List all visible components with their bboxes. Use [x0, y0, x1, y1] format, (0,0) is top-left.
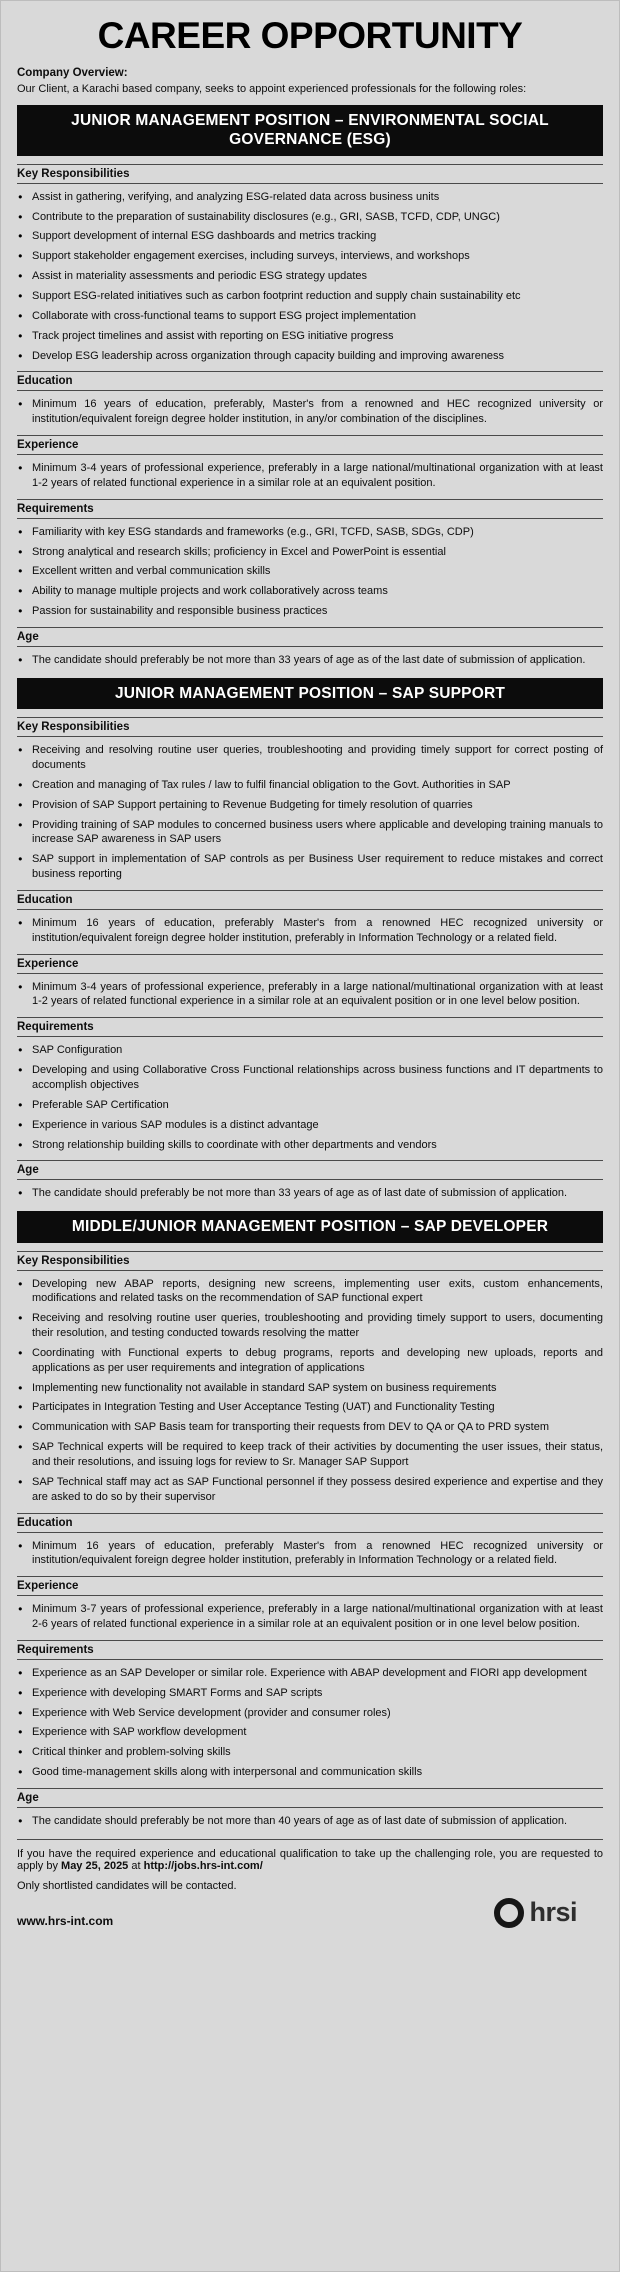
- bullet-item: ● Critical thinker and problem-solving skills: [17, 1745, 603, 1760]
- bullet-item: ● Preferable SAP Certification: [17, 1098, 603, 1113]
- bullet-item: ● Strong relationship building skills to coordinate with other departments and vendors: [17, 1138, 603, 1153]
- bullet-list: [17, 1043, 603, 1152]
- bullet-item: ● Providing training of SAP modules to concerned business users where applicable and developing training manuals to increase SAP awareness in SAP users: [17, 818, 603, 848]
- position-title-banner: JUNIOR MANAGEMENT POSITION – SAP SUPPORT: [17, 678, 603, 709]
- position-title-banner: MIDDLE/JUNIOR MANAGEMENT POSITION – SAP DEVELOPER: [17, 1211, 603, 1242]
- bullet-item: ● Coordinating with Functional experts to debug programs, reports and developing new uploads, reports and applications as per user requirements and integration of applications: [17, 1346, 603, 1376]
- bullet-item: ● The candidate should preferably be not more than 40 years of age as of last date of submission of application.: [17, 1814, 603, 1829]
- positions-container: [17, 105, 603, 1829]
- bullet-item: ● Excellent written and verbal communication skills: [17, 564, 603, 579]
- section-heading: Key Responsibilities: [17, 1251, 603, 1271]
- bullet-item: ● Participates in Integration Testing and User Acceptance Testing (UAT) and Functionality Testing: [17, 1400, 603, 1415]
- section-heading: Education: [17, 1513, 603, 1533]
- bullet-list: [17, 397, 603, 427]
- bullet-item: ● Receiving and resolving routine user queries, troubleshooting and providing timely support for correct posting of documents: [17, 743, 603, 773]
- bullet-item: ● Strong analytical and research skills; proficiency in Excel and PowerPoint is essential: [17, 545, 603, 560]
- bullet-item: ● Support ESG-related initiatives such as carbon footprint reduction and supply chain sustainability etc: [17, 289, 603, 304]
- bullet-item: ● Contribute to the preparation of sustainability disclosures (e.g., GRI, SASB, TCFD, CDP, UNGC): [17, 210, 603, 225]
- bullet-item: ● SAP Configuration: [17, 1043, 603, 1058]
- position-block: [17, 105, 603, 668]
- section-heading: Education: [17, 371, 603, 391]
- bullet-item: ● Minimum 16 years of education, preferably Master's from a renowned HEC recognized university or institution/equivalent foreign degree holder institution, preferably in Information Technology or a related field.: [17, 1539, 603, 1569]
- hrsi-logo-text: hrsi: [529, 1897, 577, 1928]
- bullet-item: ● Support stakeholder engagement exercises, including surveys, interviews, and workshops: [17, 249, 603, 264]
- bullet-item: ● Minimum 3-4 years of professional experience, preferably in a large national/multinational organization with at least 1-2 years of related functional experience in a similar role at an equivalent position.: [17, 461, 603, 491]
- bullet-item: ● Minimum 3-4 years of professional experience, preferably in a large national/multinational organization with at least 1-2 years of related functional experience in a similar role at an equivalent position or in one level below position.: [17, 980, 603, 1010]
- bullet-item: ● Develop ESG leadership across organization through capacity building and improving awareness: [17, 349, 603, 364]
- section-heading: Requirements: [17, 1017, 603, 1037]
- bullet-item: ● Provision of SAP Support pertaining to Revenue Budgeting for timely resolution of quarries: [17, 798, 603, 813]
- bullet-item: ● Experience in various SAP modules is a distinct advantage: [17, 1118, 603, 1133]
- bullet-item: ● Minimum 3-7 years of professional experience, preferably in a large national/multinational organization with at least 2-6 years of related functional experience in a similar role at an equivalent position or in one level below position.: [17, 1602, 603, 1632]
- company-overview-text: Our Client, a Karachi based company, seeks to appoint experienced professionals for the following roles:: [17, 83, 527, 95]
- bullet-list: [17, 980, 603, 1010]
- bullet-item: ● Experience as an SAP Developer or similar role. Experience with ABAP development and FIORI app development: [17, 1666, 603, 1681]
- section-heading: Age: [17, 627, 603, 647]
- bullet-item: ● Good time-management skills along with interpersonal and communication skills: [17, 1765, 603, 1780]
- website-url[interactable]: www.hrs-int.com: [17, 1913, 114, 1928]
- bullet-item: ● Collaborate with cross-functional teams to support ESG project implementation: [17, 309, 603, 324]
- position-title-banner: JUNIOR MANAGEMENT POSITION – ENVIRONMENTAL SOCIAL GOVERNANCE (ESG): [17, 105, 603, 156]
- bullet-list: [17, 743, 603, 882]
- bullet-list: [17, 1277, 603, 1505]
- bullet-list: [17, 190, 603, 364]
- bullet-item: ● Receiving and resolving routine user queries, troubleshooting and providing timely support to users, documenting their resolution, and testing conducted towards resolving the matter: [17, 1311, 603, 1341]
- bullet-list: [17, 461, 603, 491]
- section-heading: Education: [17, 890, 603, 910]
- bullet-item: ● Developing and using Collaborative Cross Functional relationships across business functions and IT departments to accomplish objectives: [17, 1063, 603, 1093]
- bullet-item: ● Experience with SAP workflow development: [17, 1725, 603, 1740]
- bullet-list: [17, 1539, 603, 1569]
- bullet-item: ● Ability to manage multiple projects and work collaboratively across teams: [17, 584, 603, 599]
- shortlist-note: Only shortlisted candidates will be contacted.: [17, 1879, 237, 1892]
- bullet-item: ● Experience with developing SMART Forms and SAP scripts: [17, 1686, 603, 1701]
- bullet-item: ● Implementing new functionality not available in standard SAP system on business requirements: [17, 1381, 603, 1396]
- section-heading: Experience: [17, 435, 603, 455]
- section-heading: Key Responsibilities: [17, 717, 603, 737]
- bullet-list: [17, 1602, 603, 1632]
- apply-text-mid: at: [128, 1859, 144, 1872]
- bullet-item: ● Passion for sustainability and responsible business practices: [17, 604, 603, 619]
- section-heading: Requirements: [17, 499, 603, 519]
- apply-deadline: May 25, 2025: [61, 1859, 129, 1872]
- position-block: [17, 1211, 603, 1829]
- bullet-list: [17, 525, 603, 619]
- bullet-list: [17, 653, 603, 668]
- section-heading: Age: [17, 1788, 603, 1808]
- bullet-list: [17, 1186, 603, 1201]
- bullet-list: [17, 916, 603, 946]
- hrsi-logo-ring-icon: [494, 1898, 524, 1928]
- bullet-item: ● Minimum 16 years of education, preferably, Master's from a renowned and HEC recognized university or institution/equivalent foreign degree holder institution, in any/or combination of the disciplines.: [17, 397, 603, 427]
- section-heading: Experience: [17, 954, 603, 974]
- section-heading: Key Responsibilities: [17, 164, 603, 184]
- bullet-item: ● Track project timelines and assist with reporting on ESG initiative progress: [17, 329, 603, 344]
- bullet-item: ● Minimum 16 years of education, preferably Master's from a renowned HEC recognized university or institution/equivalent foreign degree holder institution, preferably in Information Technology or a related field.: [17, 916, 603, 946]
- section-heading: Experience: [17, 1576, 603, 1596]
- bullet-item: ● The candidate should preferably be not more than 33 years of age as of last date of submission of application.: [17, 1186, 603, 1201]
- footer-bottom-row: [17, 1880, 603, 1928]
- section-heading: Age: [17, 1160, 603, 1180]
- apply-instructions: [17, 1848, 603, 1872]
- company-overview-label: Company Overview:: [17, 67, 128, 79]
- bullet-item: ● SAP support in implementation of SAP controls as per Business User requirement to reduce mistakes and correct business reporting: [17, 852, 603, 882]
- bullet-item: ● SAP Technical staff may act as SAP Functional personnel if they possess desired experience and expertise and they are asked to do so by their supervisor: [17, 1475, 603, 1505]
- apply-url[interactable]: http://jobs.hrs-int.com/: [143, 1859, 263, 1872]
- bullet-item: ● Assist in gathering, verifying, and analyzing ESG-related data across business units: [17, 190, 603, 205]
- bullet-item: ● Familiarity with key ESG standards and frameworks (e.g., GRI, TCFD, SASB, SDGs, CDP): [17, 525, 603, 540]
- hrsi-logo: [494, 1898, 577, 1928]
- footer: [17, 1839, 603, 1928]
- bullet-item: ● The candidate should preferably be not more than 33 years of age as of the last date of submission of application.: [17, 653, 603, 668]
- bullet-item: ● Assist in materiality assessments and periodic ESG strategy updates: [17, 269, 603, 284]
- bullet-item: ● Communication with SAP Basis team for transporting their requests from DEV to QA or QA to PRD system: [17, 1420, 603, 1435]
- position-block: [17, 678, 603, 1201]
- apply-text-prefix: If you have the required experience and educational qualification to take up the challenging role, you are requested to apply by: [17, 1847, 603, 1872]
- footer-left-column: [17, 1880, 237, 1928]
- bullet-item: ● Developing new ABAP reports, designing new screens, implementing user exits, custom enhancements, modifications and related tasks on the recommendation of SAP functional expert: [17, 1277, 603, 1307]
- bullet-item: ● Experience with Web Service development (provider and consumer roles): [17, 1706, 603, 1721]
- page-title: CAREER OPPORTUNITY: [97, 15, 523, 56]
- bullet-item: ● Support development of internal ESG dashboards and metrics tracking: [17, 229, 603, 244]
- bullet-item: ● Creation and managing of Tax rules / law to fulfil financial obligation to the Govt. Authorities in SAP: [17, 778, 603, 793]
- bullet-list: [17, 1814, 603, 1829]
- section-heading: Requirements: [17, 1640, 603, 1660]
- bullet-item: ● SAP Technical experts will be required to keep track of their activities by documenting the user issues, their status, and their resolutions, and issuing logs for review to Sr. Manager SAP Support: [17, 1440, 603, 1470]
- bullet-list: [17, 1666, 603, 1780]
